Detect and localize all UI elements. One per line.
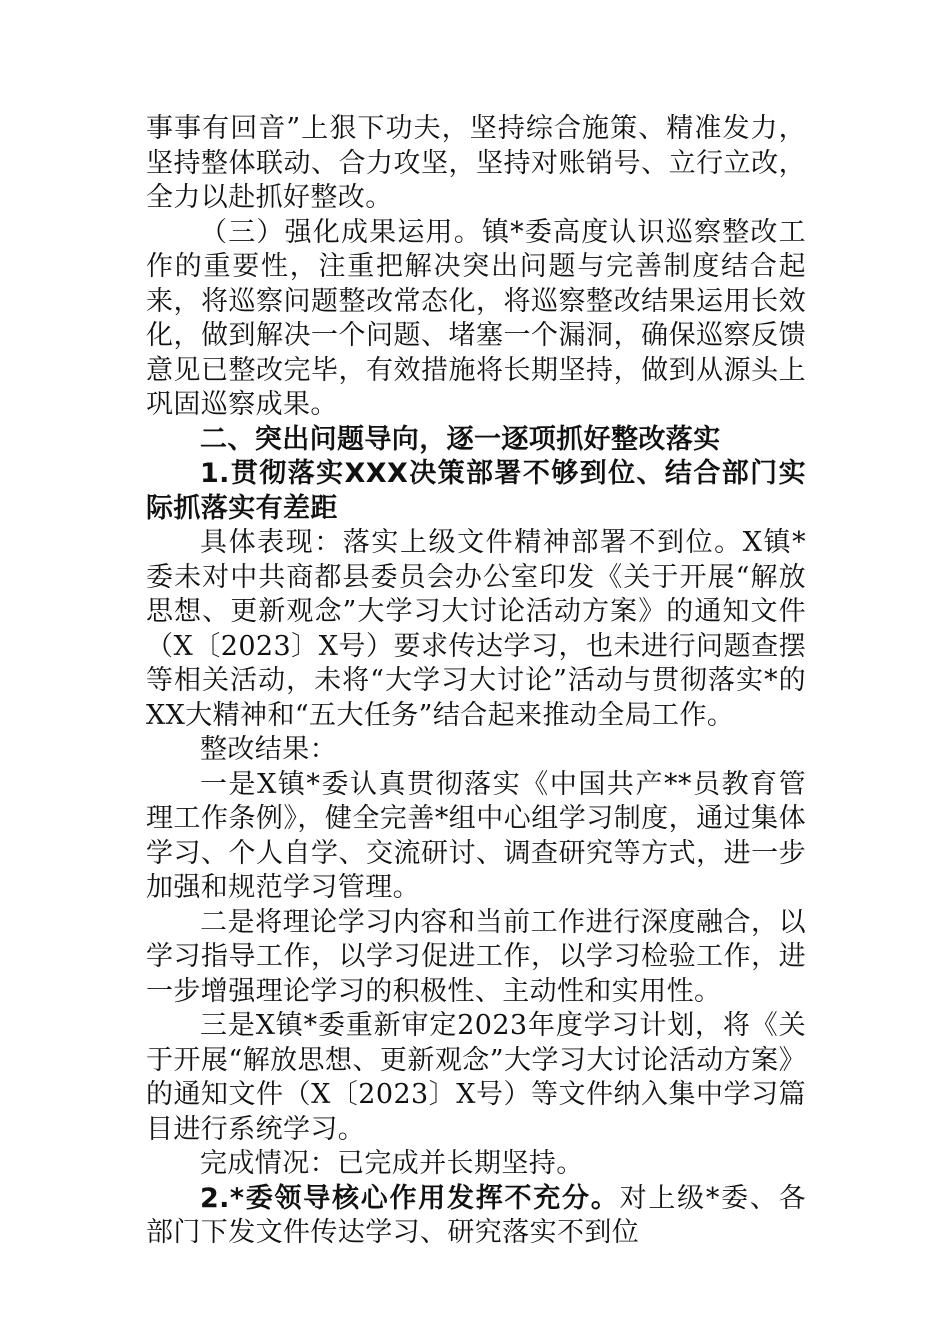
- section-three-lead: （三）强化成果运用。: [200, 216, 482, 248]
- item-one-result-second: 二是将理论学习内容和当前工作进行深度融合，以学习指导工作，以学习促进工作，以学习检验工作，进一步增强理论学习的积极性、主动性和实用性。: [146, 906, 806, 1007]
- paragraph-section-three: [146, 216, 806, 423]
- paragraph-continuation: 事事有回音”上狠下功夫，坚持综合施策、精准发力，坚持整体联动、合力攻坚，坚持对账销号、立行立改，全力以赴抓好整改。: [146, 113, 806, 213]
- item-one-title: 1.贯彻落实XXX决策部署不够到位、结合部门实际抓落实有差距: [146, 458, 806, 524]
- heading-part-two: 二、突出问题导向，逐一逐项抓好整改落实: [200, 423, 721, 455]
- item-two-title: 2.*委领导核心作用发挥不充分。: [200, 1182, 620, 1214]
- item-one-result-first: 一是X镇*委认真贯彻落实《中国共产**员教育管理工作条例》，健全完善*组中心组学习制度，通过集体学习、个人自学、交流研讨、调查研究等方式，进一步加强和规范学习管理。: [146, 768, 806, 903]
- item-two-paragraph: [146, 1182, 806, 1251]
- document-page: [146, 112, 806, 1251]
- item-one-result-third: 三是X镇*委重新审定2023年度学习计划，将《关于开展“解放思想、更新观念”大学习大讨论活动方案》的通知文件（X〔2023〕X号）等文件纳入集中学习篇目进行系统学习。: [146, 1010, 806, 1145]
- item-one-completion: 完成情况：已完成并长期坚持。: [200, 1148, 584, 1179]
- item-two-body: 对上级*委、各部门下发文件传达学习、研究落实不到位: [146, 1182, 806, 1248]
- item-one-result-label: 整改结果：: [200, 734, 337, 765]
- section-three-body: 镇*委高度认识巡察整改工作的重要性，注重把解决突出问题与完善制度结合起来，将巡察问题整改常态化，将巡察整改结果运用长效化，做到解决一个问题、堵塞一个漏洞，确保巡察反馈意见已整改完毕，有效措施将长期坚持，做到从源头上巩固巡察成果。: [146, 216, 806, 420]
- item-one-performance: 具体表现：落实上级文件精神部署不到位。X镇*委未对中共商都县委员会办公室印发《关于开展“解放思想、更新观念”大学习大讨论活动方案》的通知文件（X〔2023〕X号）要求传达学习，也未进行问题查摆等相关活动，未将“大学习大讨论”活动与贯彻落实*的XX大精神和“五大任务”结合起来推动全局工作。: [146, 527, 806, 731]
